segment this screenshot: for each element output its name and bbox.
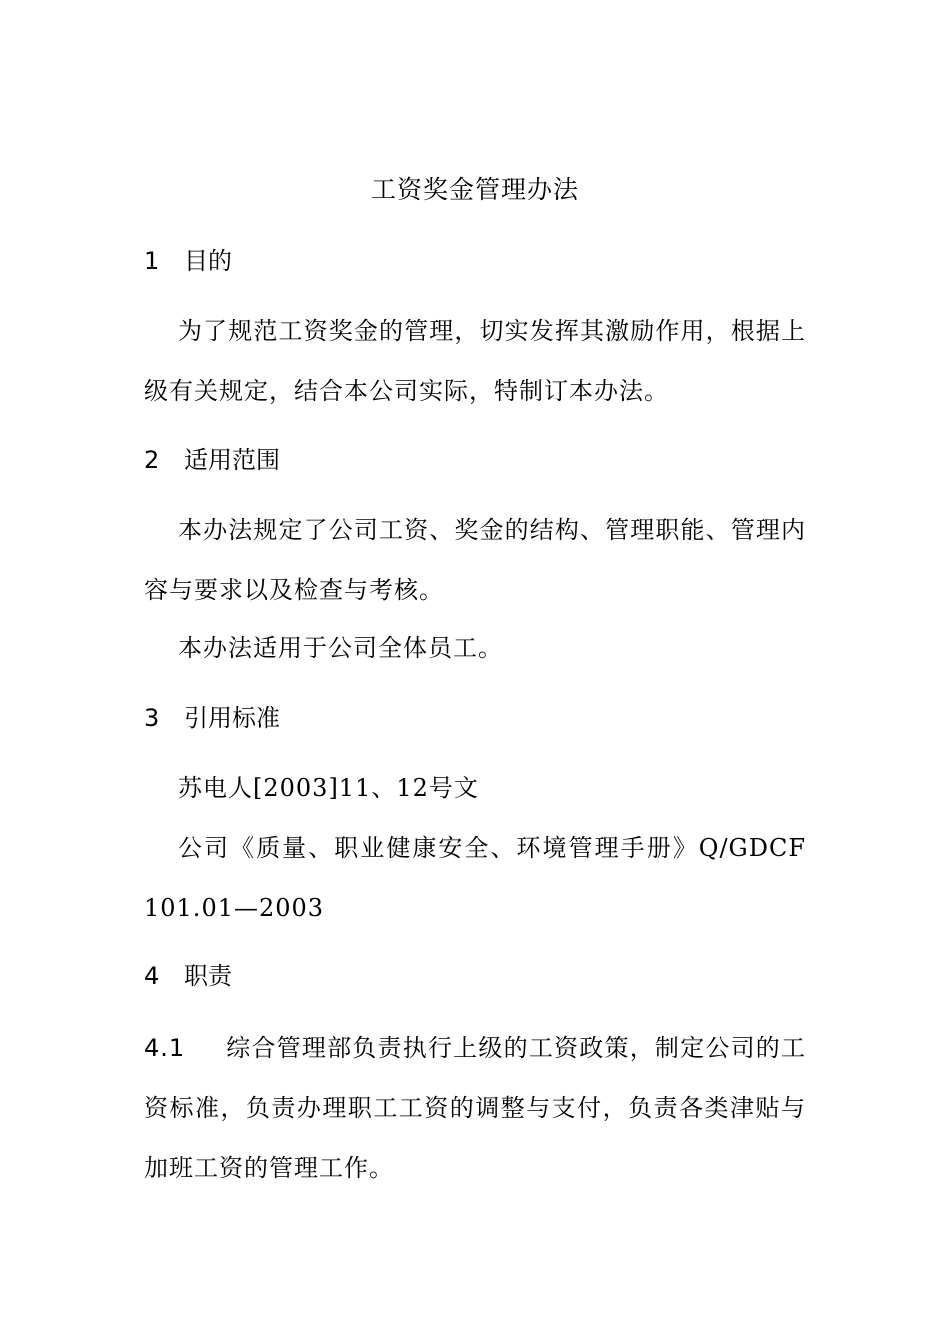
section-title: 目的: [184, 247, 232, 275]
section-number: 3: [144, 704, 160, 732]
paragraph-responsibility-4-1: [144, 1018, 806, 1198]
section-number: 4: [144, 962, 160, 990]
section-heading-scope: [144, 442, 280, 478]
document-title: 工资奖金管理办法: [370, 175, 579, 204]
paragraph-reference-2: 公司《质量、职业健康安全、环境管理手册》Q/GDCF 101.01—2003: [144, 834, 806, 922]
section-heading-responsibilities: [144, 958, 232, 994]
section-title: 适用范围: [184, 446, 280, 474]
paragraph-scope-applicability: 本办法适用于公司全体员工。: [178, 634, 503, 662]
section-title: 引用标准: [184, 704, 280, 732]
section-title: 职责: [184, 962, 232, 990]
section-heading-purpose: [144, 243, 232, 279]
item-number: 4.1: [144, 1034, 186, 1062]
paragraph-reference-1: 苏电人[2003]11、12号文: [178, 774, 479, 802]
paragraph-purpose: 为了规范工资奖金的管理，切实发挥其激励作用，根据上级有关规定，结合本公司实际，特制订本办法。: [144, 317, 806, 405]
item-text: 综合管理部负责执行上级的工资政策，制定公司的工资标准，负责办理职工工资的调整与支付，负责各类津贴与加班工资的管理工作。: [144, 1034, 806, 1182]
section-number: 1: [144, 247, 160, 275]
section-heading-references: [144, 700, 280, 736]
section-number: 2: [144, 446, 160, 474]
paragraph-scope-content: 本办法规定了公司工资、奖金的结构、管理职能、管理内容与要求以及检查与考核。: [144, 516, 806, 604]
